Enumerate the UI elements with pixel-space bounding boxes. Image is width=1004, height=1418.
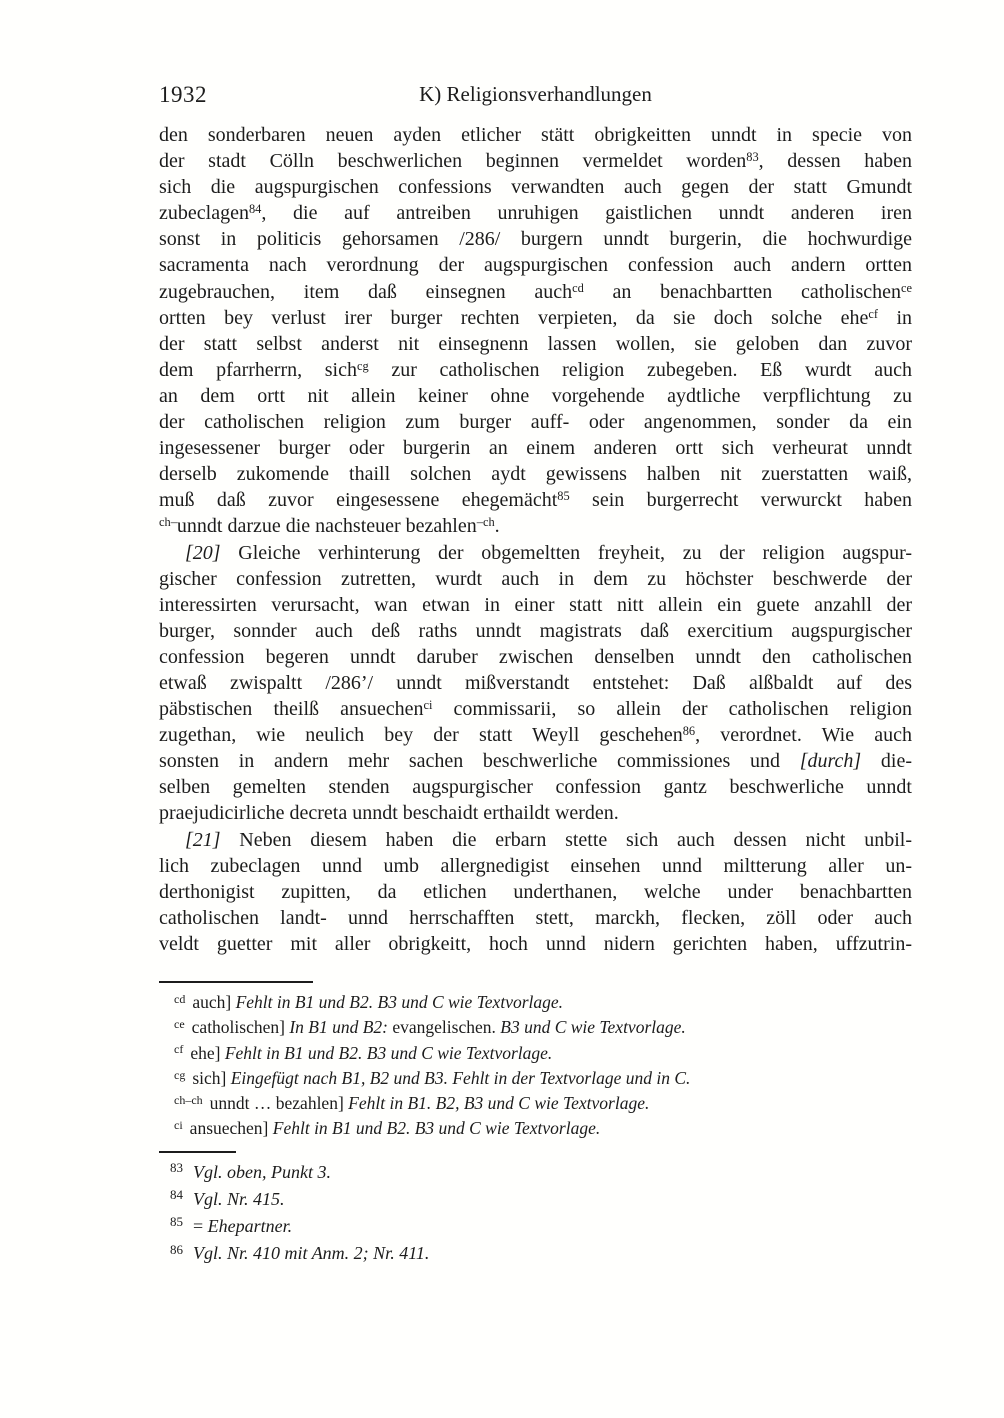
text-segment: sacramenta nach verordnung der augspurgischen confession auch andern ortten <box>159 254 912 277</box>
note-reference: 83 <box>746 149 759 164</box>
text-segment: , die auf antreiben unruhigen gaistlichen unndt anderen iren <box>261 202 912 225</box>
text-segment: den sonderbaren neuen ayden etlicher stätt obrigkeitten unndt in specie von <box>159 124 912 146</box>
note-reference: ce <box>901 280 912 295</box>
text-segment: = <box>193 1216 208 1237</box>
text-line <box>159 409 912 435</box>
text-segment: zubeclagen <box>159 202 249 225</box>
paragraph <box>159 827 912 957</box>
text-line <box>159 122 912 148</box>
text-segment: [durch] <box>799 750 862 773</box>
running-head: K) Religionsverhandlungen <box>419 82 652 106</box>
text-segment: muß daß zuvor eingesessene ehegemächt <box>159 489 558 512</box>
text-segment: auch] <box>192 992 236 1012</box>
text-segment: an benachbartten catholischen <box>583 280 901 303</box>
text-line <box>159 618 912 644</box>
text-segment: zugethan, wie neulich bey der statt Weyll geschehen <box>159 724 683 747</box>
text-line <box>159 357 912 383</box>
footnote-label: ch–ch <box>174 1092 203 1107</box>
text-line <box>159 174 912 200</box>
text-segment: Fehlt in B1 und B2. B3 und C wie Textvorlage. <box>272 1118 601 1139</box>
text-segment: B3 und C wie Textvorlage. <box>500 1017 686 1038</box>
note-reference: cf <box>868 306 879 321</box>
text-line <box>159 252 912 278</box>
text-line <box>159 540 912 566</box>
footnote <box>159 1066 912 1091</box>
text-segment: sein burgerrecht verwurckt haben <box>569 489 912 512</box>
note-reference: 85 <box>557 489 570 504</box>
text-line <box>159 566 912 592</box>
text-segment: Fehlt in B1 und B2. B3 und C wie Textvorlage. <box>224 1042 553 1063</box>
text-segment: an dem ortt nit allein keiner ohne vorgehende aydtliche verpflichtung zu <box>159 384 912 407</box>
footnote <box>159 1041 912 1066</box>
text-segment: der stadt Cölln beschwerlichen beginnen vermeldet worden <box>159 150 747 173</box>
text-segment: . <box>494 515 500 538</box>
text-segment: ortten bey verlust irer burger rechten verpieten, da sie doch solche ehe <box>159 306 869 329</box>
text-segment: ansuechen] <box>189 1118 273 1139</box>
text-line <box>159 331 912 357</box>
text-line <box>159 905 912 931</box>
text-segment: sonst in politicis gehorsamen /286/ burgern unndt burgerin, die hochwurdige <box>159 228 912 251</box>
text-line <box>159 853 912 879</box>
text-segment: catholischen] <box>191 1017 290 1038</box>
text-line <box>159 226 912 252</box>
text-line <box>159 774 912 800</box>
text-segment: [20] <box>185 541 221 564</box>
page-header <box>159 82 912 122</box>
text-segment: derselb zukomende thaill solchen aydt gewissens halben nit zuerstatten waiß, <box>159 463 912 486</box>
text-line <box>159 722 912 748</box>
text-segment: unndt darzue die nachsteuer bezahlen <box>176 515 477 538</box>
footnote-label: ce <box>174 1016 185 1031</box>
text-segment: sich die augspurgischen confessions verwandten auch gegen der statt Gmundt <box>159 176 912 199</box>
text-segment: ingesessener burger oder burgerin an einem anderen ortt sich verheurat unndt <box>159 437 912 460</box>
text-segment: Ehepartner. <box>207 1216 293 1237</box>
footnote <box>159 1116 912 1141</box>
footnote-label: 84 <box>170 1187 183 1203</box>
text-line <box>159 670 912 696</box>
text-segment: selben gemelten stenden augspurgischer confession gantz beschwerliche unndt <box>159 776 912 799</box>
text-segment: Fehlt in B1 und B2. B3 und C wie Textvorlage. <box>235 992 564 1012</box>
text-segment: In B1 und B2: <box>289 1017 388 1038</box>
text-line <box>159 879 912 905</box>
text-segment: in <box>878 306 913 329</box>
note-reference: 84 <box>248 202 262 217</box>
footnote-label: ci <box>174 1118 183 1133</box>
text-line <box>159 513 912 539</box>
footnote <box>159 1240 912 1267</box>
footnote <box>159 990 912 1015</box>
text-segment: interessirten verursacht, wan etwan in einer statt nitt allein ein guete anzahll der <box>159 593 912 616</box>
text-line <box>159 305 912 331</box>
text-segment: Fehlt in B1. B2, B3 und C wie Textvorlage. <box>348 1093 650 1114</box>
text-segment: veldt guetter mit aller obrigkeitt, hoch unnd nidern gerichten haben, uffzutrin- <box>159 932 912 955</box>
footnote-label: cg <box>174 1067 186 1082</box>
text-line <box>159 592 912 618</box>
text-line <box>159 827 912 853</box>
text-segment: zugebrauchen, item daß einsegnen auch <box>159 280 573 303</box>
text-line <box>159 800 912 826</box>
text-segment: praejudicirliche decreta unndt beschaidt erthaildt werden. <box>159 802 619 825</box>
footnote-label: 83 <box>170 1159 183 1175</box>
text-line <box>159 200 912 226</box>
footnote-label: 85 <box>170 1214 183 1230</box>
text-segment: Eingefügt nach B1, B2 und B3. Fehlt in der Textvorlage und in C. <box>230 1067 691 1088</box>
text-segment: confession begeren unndt daruber zwischen denselben unndt den catholischen <box>159 645 912 668</box>
footnote <box>159 1015 912 1040</box>
text-segment: gischer confession zutretten, wurdt auch in dem zu höchster beschwerde der <box>159 567 912 590</box>
text-line <box>159 748 912 774</box>
text-segment: päbstischen theilß ansuechen <box>159 698 424 721</box>
note-reference: cd <box>572 280 584 295</box>
footnote <box>159 1213 912 1240</box>
text-segment: commissarii, so allein der catholischen religion <box>432 698 912 721</box>
text-segment: die- <box>861 750 913 773</box>
text-line <box>159 148 912 174</box>
footnote-label: 86 <box>170 1241 183 1257</box>
text-segment: etwaß zwispaltt /286’/ unndt mißverstandt entstehet: Daß alßbaldt auf des <box>159 671 912 694</box>
text-segment: Gleiche verhinterung der obgemeltten freyheit, zu der religion augspur- <box>220 541 912 564</box>
text-line <box>159 696 912 722</box>
text-line <box>159 931 912 957</box>
footnotes <box>159 1159 912 1268</box>
apparatus-divider <box>159 981 313 983</box>
note-reference: ci <box>423 697 433 712</box>
paragraph <box>159 122 912 540</box>
footnote-label: cf <box>174 1042 184 1057</box>
footnote-divider <box>159 1151 236 1153</box>
apparatus-notes <box>159 990 912 1142</box>
note-reference: ch– <box>159 515 177 530</box>
text-segment: catholischen landt- unnd herrschafften stett, marckh, flecken, zöll oder auch <box>159 906 912 929</box>
text-segment: ehe] <box>190 1042 225 1063</box>
text-segment: evangelischen. <box>388 1017 501 1038</box>
text-segment: Neben diesem haben die erbarn stette sich auch dessen nicht unbil- <box>220 828 912 851</box>
text-segment: derthonigist zupitten, da etlichen underthanen, welche under benachbartten <box>159 880 912 903</box>
footnote <box>159 1186 912 1213</box>
footnote <box>159 1159 912 1186</box>
text-segment: unndt … bezahlen] <box>209 1093 349 1114</box>
text-segment: Vgl. Nr. 415. <box>193 1188 285 1209</box>
text-segment: sonsten in andern mehr sachen beschwerliche commissiones und <box>159 750 800 773</box>
note-reference: cg <box>356 358 369 373</box>
text-segment: , dessen haben <box>758 150 912 173</box>
text-segment: zur catholischen religion zubegeben. Eß wurdt auch <box>368 358 912 381</box>
text-line <box>159 435 912 461</box>
text-segment: lich zubeclagen unnd umb allergnedigist einsehen unnd miltterung aller un- <box>159 854 912 877</box>
text-segment: sich] <box>192 1067 231 1088</box>
text-line <box>159 383 912 409</box>
text-segment: burger, sonnder auch deß raths unndt magistrats daß exercitium augspurgischer <box>159 619 912 642</box>
text-segment: dem pfarrherrn, sich <box>159 358 357 381</box>
note-reference: –ch <box>476 515 495 530</box>
text-segment: Vgl. Nr. 410 mit Anm. 2; Nr. 411. <box>193 1243 430 1264</box>
text-segment: Vgl. oben, Punkt 3. <box>193 1161 331 1182</box>
page-number: 1932 <box>159 82 207 107</box>
text-block <box>159 82 912 1268</box>
note-reference: 86 <box>682 723 696 738</box>
text-segment: [21] <box>185 828 221 851</box>
text-line <box>159 279 912 305</box>
text-segment: der catholischen religion zum burger auff- oder angenommen, sonder da ein <box>159 411 912 434</box>
text-segment: der statt selbst anderst nit einsegnenn lassen wollen, sie geloben dan zuvor <box>159 332 912 355</box>
text-segment: , verordnet. Wie auch <box>695 724 912 747</box>
text-line <box>159 644 912 670</box>
footnote-label: cd <box>174 991 186 1006</box>
footnote <box>159 1091 912 1116</box>
body-text <box>159 122 912 957</box>
text-line <box>159 487 912 513</box>
paragraph <box>159 540 912 827</box>
text-line <box>159 461 912 487</box>
